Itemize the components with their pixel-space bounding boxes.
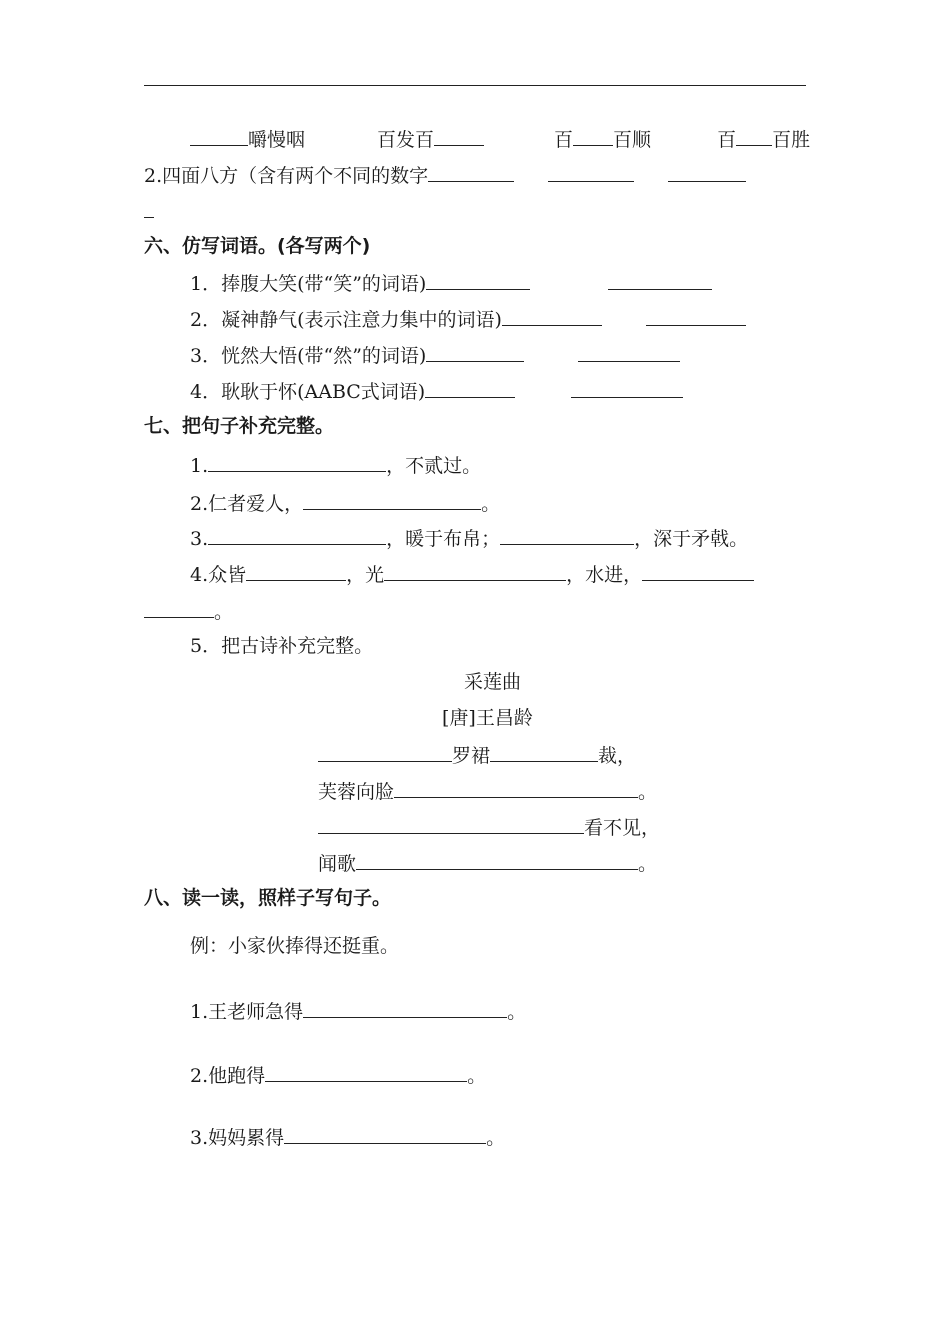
sec8-item (190, 1062, 486, 1088)
sentence-text: 。 (481, 493, 501, 515)
poem-text: 。 (638, 853, 658, 875)
sec8-example: 例：小家伙捧得还挺重。 (190, 935, 400, 957)
poem-text: 罗裙 (452, 745, 491, 767)
answer-blank[interactable] (573, 126, 613, 146)
idiom-1-text: 嚼慢咽 (248, 129, 306, 151)
sentence-text: 。 (486, 1127, 506, 1149)
answer-blank[interactable] (490, 742, 598, 762)
answer-blank[interactable] (578, 342, 680, 362)
poem-text: 看不见， (584, 817, 661, 839)
answer-blank[interactable] (642, 561, 754, 581)
poem-text: 裁， (598, 745, 637, 767)
sentence-text: 1.王老师急得 (190, 1001, 304, 1023)
sentence-text: ，暖于布帛； (386, 528, 501, 550)
sec6-item-label: 3．恍然大悟(带“然”的词语) (190, 345, 427, 367)
sec6-item (190, 270, 712, 296)
sec7-item-5: 5．把古诗补充完整。 (190, 635, 374, 657)
section-8-heading: 八、读一读，照样子写句子。 (144, 887, 392, 909)
sec6-item-label: 2．凝神静气(表示注意力集中的词语) (190, 309, 502, 331)
sec7-sentence-3 (190, 525, 748, 551)
poem-line-4 (318, 850, 657, 876)
answer-blank[interactable] (646, 306, 746, 326)
answer-blank[interactable] (426, 270, 530, 290)
sentence-text: ，光 (346, 564, 385, 586)
answer-blank[interactable] (608, 270, 712, 290)
answer-blank[interactable] (208, 525, 386, 545)
answer-blank[interactable] (434, 126, 484, 146)
answer-blank[interactable] (426, 342, 524, 362)
sec6-item-label: 1．捧腹大笑(带“笑”的词语) (190, 273, 427, 295)
sentence-text: 4.众皆 (190, 564, 247, 586)
answer-blank[interactable] (318, 814, 584, 834)
sentence-text: 2.他跑得 (190, 1065, 266, 1087)
answer-blank[interactable] (190, 126, 248, 146)
sec8-item (190, 1124, 505, 1150)
sentence-text: ，深于矛戟。 (634, 528, 749, 550)
sentence-text: 2.仁者爱人， (190, 493, 304, 515)
question-2 (144, 162, 746, 188)
sec8-item (190, 998, 526, 1024)
idiom-4-b: 百胜 (772, 129, 811, 151)
answer-blank[interactable] (265, 1062, 467, 1082)
answer-blank[interactable] (571, 378, 683, 398)
answer-blank[interactable] (246, 561, 346, 581)
poem-line-1 (318, 742, 636, 768)
sec7-sentence-4-overflow (144, 598, 233, 624)
answer-blank[interactable] (668, 162, 746, 182)
answer-blank[interactable] (548, 162, 634, 182)
idiom-row (190, 126, 810, 152)
answer-blank[interactable] (394, 778, 638, 798)
sec6-item (190, 378, 683, 404)
answer-blank[interactable] (318, 742, 452, 762)
answer-blank[interactable] (384, 561, 566, 581)
answer-blank[interactable] (144, 198, 154, 218)
answer-blank[interactable] (208, 452, 386, 472)
sec7-sentence-2 (190, 490, 500, 516)
idiom-3-a: 百 (554, 129, 574, 151)
answer-blank[interactable] (428, 162, 514, 182)
sec7-sentence-4 (190, 561, 754, 587)
sec7-sentence-1 (190, 452, 481, 478)
question-2-label: 2.四面八方（含有两个不同的数字 (144, 165, 429, 187)
sentence-number: 1. (190, 455, 209, 477)
poem-text: 。 (638, 781, 658, 803)
poem-text: 闻歌 (318, 853, 357, 875)
answer-blank[interactable] (356, 850, 638, 870)
sentence-text: 。 (467, 1065, 487, 1087)
section-7-heading: 七、把句子补充完整。 (144, 415, 335, 437)
idiom-4-a: 百 (717, 129, 737, 151)
sec6-item-label: 4．耿耿于怀(AABC式词语) (190, 381, 426, 403)
section-6-heading: 六、仿写词语。(各写两个) (144, 235, 371, 257)
answer-blank[interactable] (284, 1124, 486, 1144)
sentence-text: 3.妈妈累得 (190, 1127, 285, 1149)
sentence-text: 。 (214, 601, 234, 623)
sentence-text: 。 (507, 1001, 527, 1023)
answer-blank[interactable] (303, 490, 481, 510)
poem-title: 采莲曲 (464, 671, 522, 693)
sentence-text: ，不贰过。 (386, 455, 482, 477)
answer-blank[interactable] (144, 598, 214, 618)
poem-line-3 (318, 814, 660, 840)
sentence-text: ，水进， (566, 564, 643, 586)
idiom-2-text: 百发百 (377, 129, 435, 151)
idiom-3-b: 百顺 (613, 129, 652, 151)
answer-blank[interactable] (303, 998, 507, 1018)
sec6-item (190, 306, 746, 332)
question-2-overflow (144, 198, 154, 224)
poem-author: [唐]王昌龄 (442, 707, 533, 729)
answer-blank[interactable] (500, 525, 634, 545)
sentence-number: 3. (190, 528, 209, 550)
header-rule (144, 85, 806, 86)
poem-text: 芙蓉向脸 (318, 781, 395, 803)
answer-blank[interactable] (736, 126, 772, 146)
answer-blank[interactable] (502, 306, 602, 326)
poem-line-2 (318, 778, 657, 804)
answer-blank[interactable] (425, 378, 515, 398)
sec6-item (190, 342, 680, 368)
